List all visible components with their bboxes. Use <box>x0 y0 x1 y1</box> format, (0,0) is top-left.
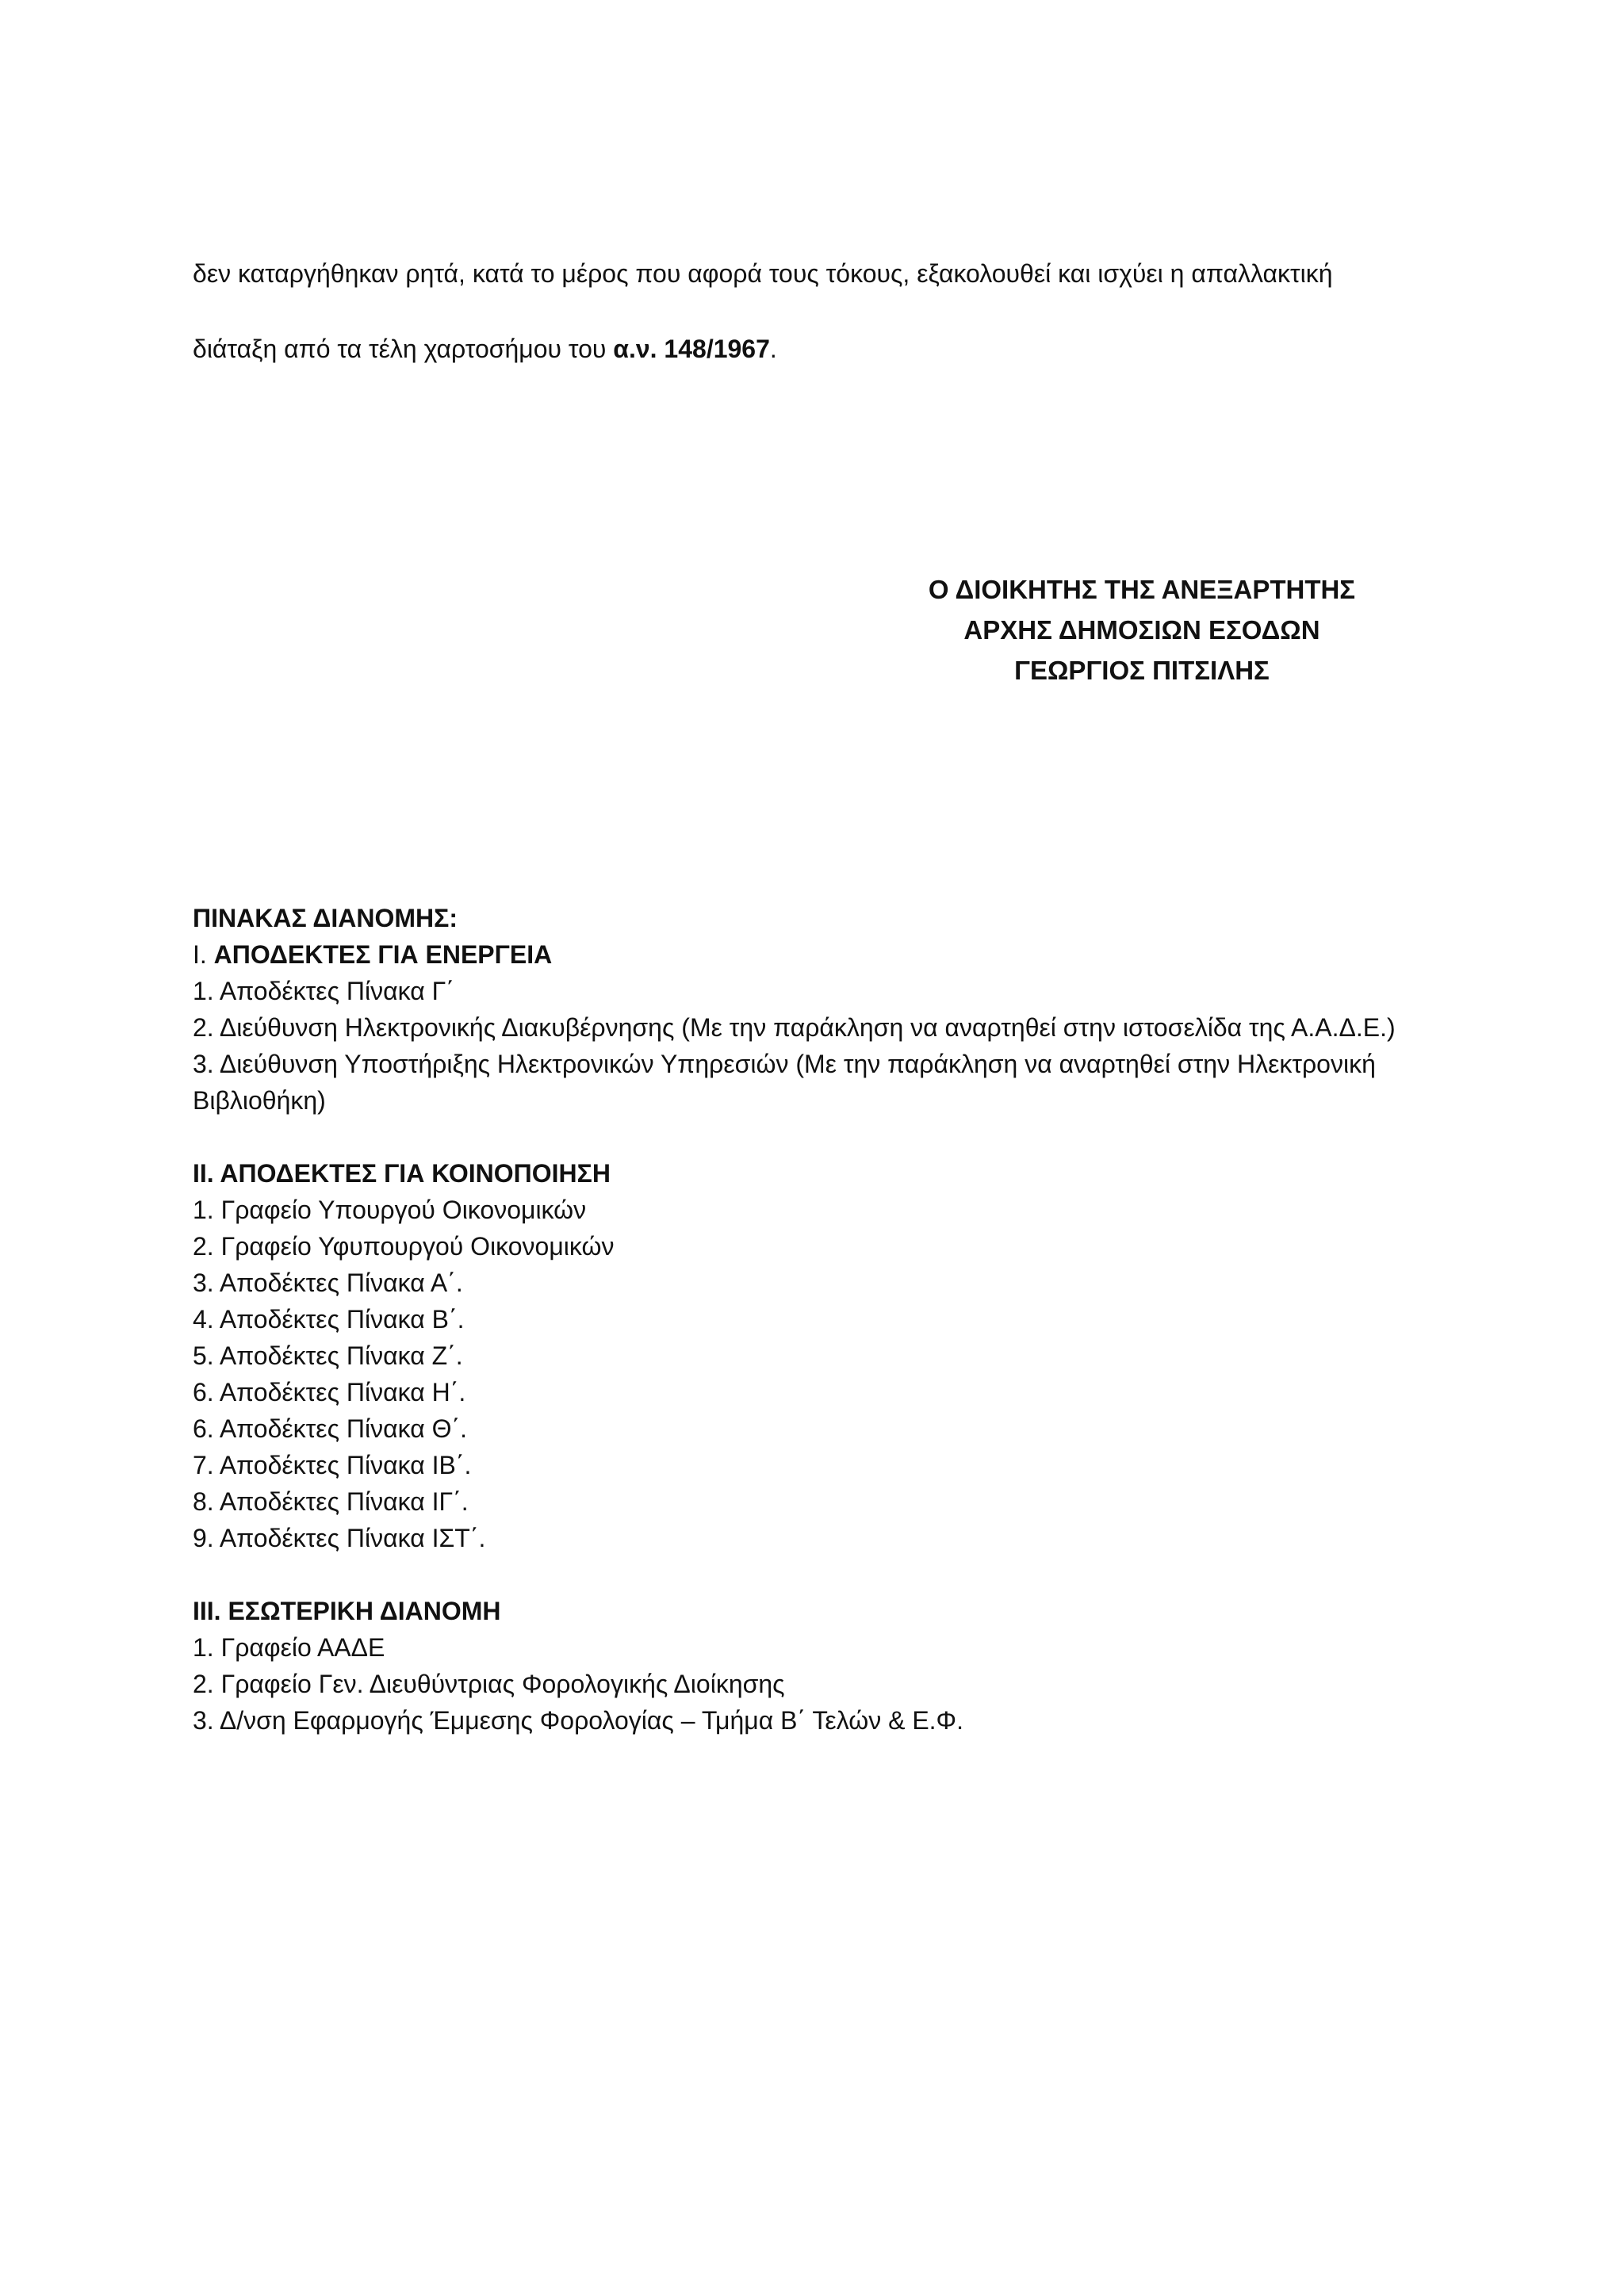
list-item: 8. Αποδέκτες Πίνακα ΙΓ΄. <box>193 1487 469 1516</box>
list-item: 1. Αποδέκτες Πίνακα Γ΄ <box>193 977 454 1005</box>
signature-name: ΓΕΩΡΓΙΟΣ ΠΙΤΣΙΛΗΣ <box>1014 656 1270 685</box>
list-item: 2. Γραφείο Γεν. Διευθύντριας Φορολογικής Διοίκησης <box>193 1670 785 1698</box>
list-item: 6. Αποδέκτες Πίνακα Η΄. <box>193 1378 466 1406</box>
list-item: 3. Αποδέκτες Πίνακα Α΄. <box>193 1269 463 1297</box>
section-notification-heading: ΙΙ. ΑΠΟΔΕΚΤΕΣ ΓΙΑ ΚΟΙΝΟΠΟΙΗΣΗ <box>193 1159 611 1188</box>
list-item: 6. Αποδέκτες Πίνακα Θ΄. <box>193 1414 468 1443</box>
signature-block <box>872 569 1411 691</box>
list-item: 2. Διεύθυνση Ηλεκτρονικής Διακυβέρνησης (Με την παράκληση να αναρτηθεί στην ιστοσελίδα της Α.Α.Δ.Ε.) <box>193 1013 1396 1042</box>
paragraph-line-2-suffix: . <box>769 335 777 363</box>
list-item: 5. Αποδέκτες Πίνακα Ζ΄. <box>193 1341 463 1370</box>
paragraph-line-1 <box>193 258 1333 289</box>
section-internal-heading: ΙΙΙ. ΕΣΩΤΕΡΙΚΗ ΔΙΑΝΟΜΗ <box>193 1597 501 1625</box>
section-notification-recipients <box>193 1155 1430 1556</box>
list-item: 9. Αποδέκτες Πίνακα ΙΣΤ΄. <box>193 1524 486 1552</box>
distribution-title: ΠΙΝΑΚΑΣ ΔΙΑΝΟΜΗΣ: <box>193 904 458 932</box>
section-action-heading-text: ΑΠΟΔΕΚΤΕΣ ΓΙΑ ΕΝΕΡΓΕΙΑ <box>213 940 553 969</box>
signature-title-line-1: Ο ΔΙΟΙΚΗΤΗΣ ΤΗΣ ΑΝΕΞΑΡΤΗΤΗΣ <box>928 575 1356 604</box>
list-item: 1. Γραφείο Υπουργού Οικονομικών <box>193 1196 587 1224</box>
section-action-heading <box>193 936 1430 973</box>
signature-title-line-2: ΑΡΧΗΣ ΔΗΜΟΣΙΩΝ ΕΣΟΔΩΝ <box>963 615 1320 645</box>
section-action-numeral: Ι. <box>193 940 214 969</box>
distribution-list <box>193 900 1430 1739</box>
paragraph-line-2 <box>193 333 777 365</box>
paragraph-line-1-text: δεν καταργήθηκαν ρητά, κατά το μέρος που αφορά τους τόκους, εξακολουθεί και ισχύει η απαλλακτική <box>193 259 1333 288</box>
list-item: 3. Δ/νση Εφαρμογής Έμμεσης Φορολογίας – Τμήμα Β΄ Τελών & Ε.Φ. <box>193 1706 963 1735</box>
paragraph-line-2-prefix: διάταξη από τα τέλη χαρτοσήμου του <box>193 335 614 363</box>
list-item: 4. Αποδέκτες Πίνακα Β΄. <box>193 1305 465 1334</box>
list-item: 7. Αποδέκτες Πίνακα ΙΒ΄. <box>193 1451 472 1479</box>
list-item: 2. Γραφείο Υφυπουργού Οικονομικών <box>193 1232 615 1261</box>
list-item: 1. Γραφείο ΑΑΔΕ <box>193 1633 385 1662</box>
section-internal-distribution <box>193 1593 1430 1739</box>
law-reference: α.ν. 148/1967 <box>613 335 770 363</box>
section-action-recipients <box>193 936 1430 1119</box>
list-item: 3. Διεύθυνση Υποστήριξης Ηλεκτρονικών Υπηρεσιών (Με την παράκληση να αναρτηθεί στην Ηλεκτρονική Βιβλιοθήκη) <box>193 1050 1376 1115</box>
